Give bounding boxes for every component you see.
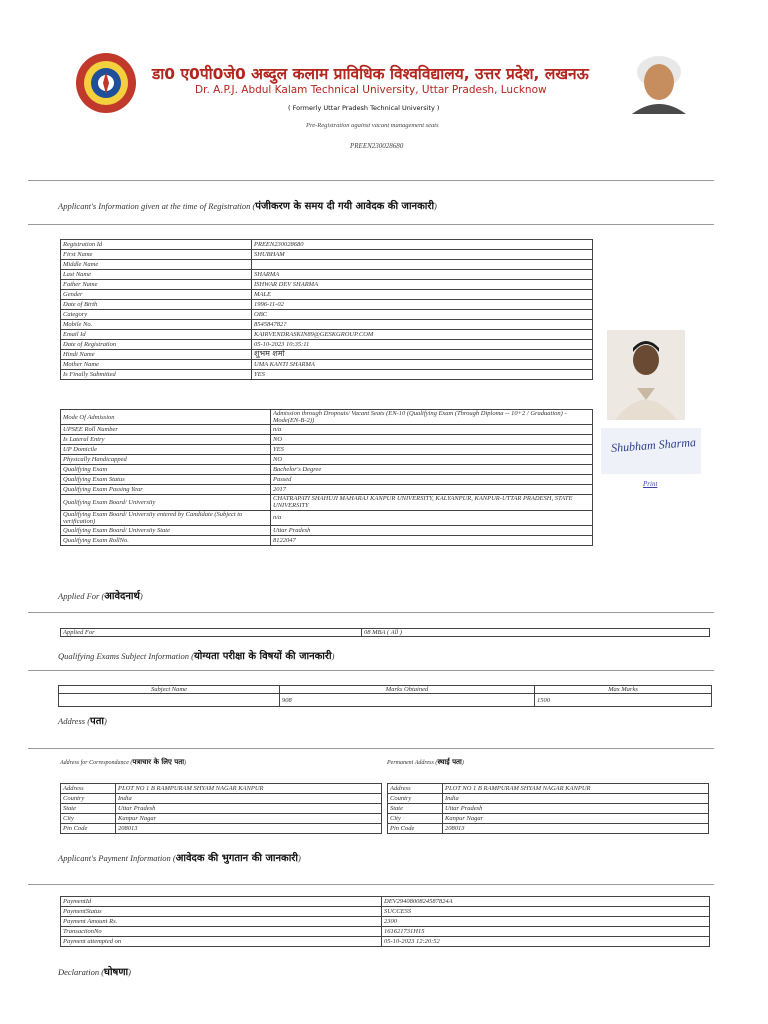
title-english: Dr. A.P.J. Abdul Kalam Technical University, Uttar Pradesh, Lucknow [195, 84, 547, 96]
field-value: SHARMA [252, 270, 593, 280]
table-row [61, 937, 710, 947]
field-value: Passed [271, 475, 593, 485]
registration-number: PREEN230028680 [350, 142, 404, 150]
table-row [61, 510, 593, 525]
table-row [61, 495, 593, 510]
section-payment-heading: Applicant's Payment Information (आवेदक की भुगतान की जानकारी) [58, 853, 301, 864]
correspondence-heading: Address for Correspondance (पत्राचार के लिए पता) [60, 758, 187, 766]
table-row [61, 535, 593, 545]
applied-table: Applied For 08 MBA ( All ) [60, 628, 710, 637]
table-row [61, 804, 382, 814]
table-row [61, 425, 593, 435]
field-label: Payment attempted on [61, 937, 382, 947]
section-subjects-heading: Qualifying Exams Subject Information (योग्यता परीक्षा के विषयों की जानकारी) [58, 651, 335, 662]
field-value: NO [271, 455, 593, 465]
field-label: First Name [61, 250, 252, 260]
permanent-heading: Permanent Address (स्थाई पता) [387, 758, 464, 766]
field-label: City [388, 814, 443, 824]
kalam-portrait [626, 50, 692, 114]
table-row [61, 907, 710, 917]
field-value: 05-10-2023 10:35:11 [252, 340, 593, 350]
field-value: DEV2940800824587824A [382, 897, 710, 907]
field-value: Admission through Dropouts/ Vacant Seats (EN-10 (Qualifying Exam (Through Diploma -- 10+2 / Graduation) -Mode(EN-B-2)) [271, 410, 593, 425]
table-row [388, 824, 709, 834]
field-label: Physically Handicapped [61, 455, 271, 465]
field-label: Category [61, 310, 252, 320]
table-row [61, 475, 593, 485]
field-label: Mode Of Admission [61, 410, 271, 425]
field-label: Date of Registration [61, 340, 252, 350]
applicant-photo [607, 330, 685, 420]
formerly-text: ( Formerly Uttar Pradesh Technical University ) [288, 104, 440, 112]
field-value: Uttar Pradesh [443, 804, 709, 814]
field-label: Qualifying Exam [61, 465, 271, 475]
field-value [252, 260, 593, 270]
section-declaration-heading: Declaration (घोषणा) [58, 967, 131, 978]
table-row [61, 330, 593, 340]
field-label: PaymentStatus [61, 907, 382, 917]
table-row [61, 410, 593, 425]
field-label: Hindi Name [61, 350, 252, 360]
field-value: Kanpur Nagar [443, 814, 709, 824]
registration-table [60, 239, 593, 380]
table-row [61, 525, 593, 535]
table-row [61, 270, 593, 280]
payment-table [60, 896, 710, 947]
field-value: UMA KANTI SHARMA [252, 360, 593, 370]
field-value: Bachelor's Degree [271, 465, 593, 475]
field-value: Uttar Pradesh [116, 804, 382, 814]
table-row [61, 465, 593, 475]
field-value: n/a [271, 425, 593, 435]
field-label: Registration Id [61, 240, 252, 250]
field-label: Is Finally Submitted [61, 370, 252, 380]
table-row [61, 310, 593, 320]
university-logo [73, 52, 139, 114]
section-registration-heading: Applicant's Information given at the time of Registration (पंजीकरण के समय दी गयी आवेदक की जानकारी) [58, 201, 437, 212]
divider [28, 884, 714, 885]
table-row [61, 300, 593, 310]
field-label: Mother Name [61, 360, 252, 370]
field-label: Qualifying Exam Board/ University [61, 495, 271, 510]
divider [28, 670, 714, 671]
divider [28, 748, 714, 749]
field-value: PLOT NO 1 B RAMPURAM SHYAM NAGAR KANPUR [443, 784, 709, 794]
field-label: PaymentId [61, 897, 382, 907]
field-value: OBC [252, 310, 593, 320]
field-value: India [116, 794, 382, 804]
field-label: Qualifying Exam Board/ University entered by Candidate (Subject to verification) [61, 510, 271, 525]
field-label: Qualifying Exam Board/ University State [61, 525, 271, 535]
field-value: SHUBHAM [252, 250, 593, 260]
field-label: Address [388, 784, 443, 794]
table-row [61, 814, 382, 824]
field-value: 854584782? [252, 320, 593, 330]
field-value: NO [271, 435, 593, 445]
field-value: YES [252, 370, 593, 380]
subjects-table: Subject Name Marks Obtained Max Marks 908 1500 [58, 685, 712, 707]
table-row [61, 340, 593, 350]
divider [28, 612, 714, 613]
field-value: KAIRVENDRASKIN89@GESKGROUP.COM [252, 330, 593, 340]
table-row [61, 824, 382, 834]
correspondence-table [60, 783, 382, 834]
field-value: 161621731H15 [382, 927, 710, 937]
field-label: Qualifying Exam Passing Year [61, 485, 271, 495]
field-label: Pin Code [388, 824, 443, 834]
field-value: n/a [271, 510, 593, 525]
signature-image: Shubham Sharma [601, 428, 701, 474]
field-value: 05-10-2023 12:20:52 [382, 937, 710, 947]
field-label: Is Lateral Entry [61, 435, 271, 445]
permanent-table [387, 783, 709, 834]
field-value: 8122047 [271, 535, 593, 545]
table-row [388, 794, 709, 804]
table-row [61, 370, 593, 380]
table-row [61, 280, 593, 290]
field-value: MALE [252, 290, 593, 300]
field-value: India [443, 794, 709, 804]
page-subtitle: Pre-Registration against vacant management seats [306, 122, 439, 129]
print-link[interactable]: Print [643, 480, 658, 488]
table-row [61, 360, 593, 370]
title-hindi: डा0 ए0पी0जे0 अब्दुल कलाम प्राविधिक विश्वविद्यालय, उत्तर प्रदेश, लखनऊ [152, 65, 589, 83]
field-label: Gender [61, 290, 252, 300]
field-value: 2300 [382, 917, 710, 927]
table-row [61, 240, 593, 250]
field-label: Pin Code [61, 824, 116, 834]
table-row [61, 784, 382, 794]
divider [28, 180, 714, 181]
field-value: 1996-11-02 [252, 300, 593, 310]
field-label: Country [388, 794, 443, 804]
table-row [61, 917, 710, 927]
table-row [61, 794, 382, 804]
table-row [61, 455, 593, 465]
divider [28, 224, 714, 225]
field-label: UP Domicile [61, 445, 271, 455]
admission-table [60, 409, 593, 546]
section-address-heading: Address (पता) [58, 716, 107, 727]
field-label: Date of Birth [61, 300, 252, 310]
field-label: Father Name [61, 280, 252, 290]
field-value: 2017 [271, 485, 593, 495]
field-value: YES [271, 445, 593, 455]
field-label: TransactionNo [61, 927, 382, 937]
field-value: CHATRAPATI SHAHUJI MAHARAJ KANPUR UNIVERSITY, KALYANPUR, KANPUR-UTTAR PRADESH, STATE UNIVERSITY [271, 495, 593, 510]
table-row [61, 250, 593, 260]
field-label: Email Id [61, 330, 252, 340]
field-value: Kanpur Nagar [116, 814, 382, 824]
field-label: Qualifying Exam Status [61, 475, 271, 485]
field-value: ISHWAR DEV SHARMA [252, 280, 593, 290]
field-label: City [61, 814, 116, 824]
field-value: SUCCESS [382, 907, 710, 917]
table-row [388, 804, 709, 814]
field-label: State [388, 804, 443, 814]
field-label: State [61, 804, 116, 814]
table-row [388, 784, 709, 794]
field-value: PLOT NO 1 B RAMPURAM SHYAM NAGAR KANPUR [116, 784, 382, 794]
field-value: PREEN230028680 [252, 240, 593, 250]
field-label: Country [61, 794, 116, 804]
field-value: 208013 [443, 824, 709, 834]
field-label: Middle Name [61, 260, 252, 270]
field-value: Uttar Pradesh [271, 525, 593, 535]
field-label: Last Name [61, 270, 252, 280]
table-row [61, 320, 593, 330]
table-row [61, 435, 593, 445]
table-row [61, 897, 710, 907]
field-label: Mobile No. [61, 320, 252, 330]
field-value: 208013 [116, 824, 382, 834]
field-label: UPSEE Roll Number [61, 425, 271, 435]
field-value: शुभम शर्मा [252, 350, 593, 360]
field-label: Qualifying Exam RollNo. [61, 535, 271, 545]
table-row [61, 445, 593, 455]
table-row [61, 927, 710, 937]
table-row [388, 814, 709, 824]
table-row [61, 260, 593, 270]
field-label: Payment Amount Rs. [61, 917, 382, 927]
section-applied-heading: Applied For (आवेदनार्थ) [58, 591, 143, 602]
field-label: Address [61, 784, 116, 794]
table-row [61, 290, 593, 300]
table-row [61, 485, 593, 495]
table-row [61, 350, 593, 360]
